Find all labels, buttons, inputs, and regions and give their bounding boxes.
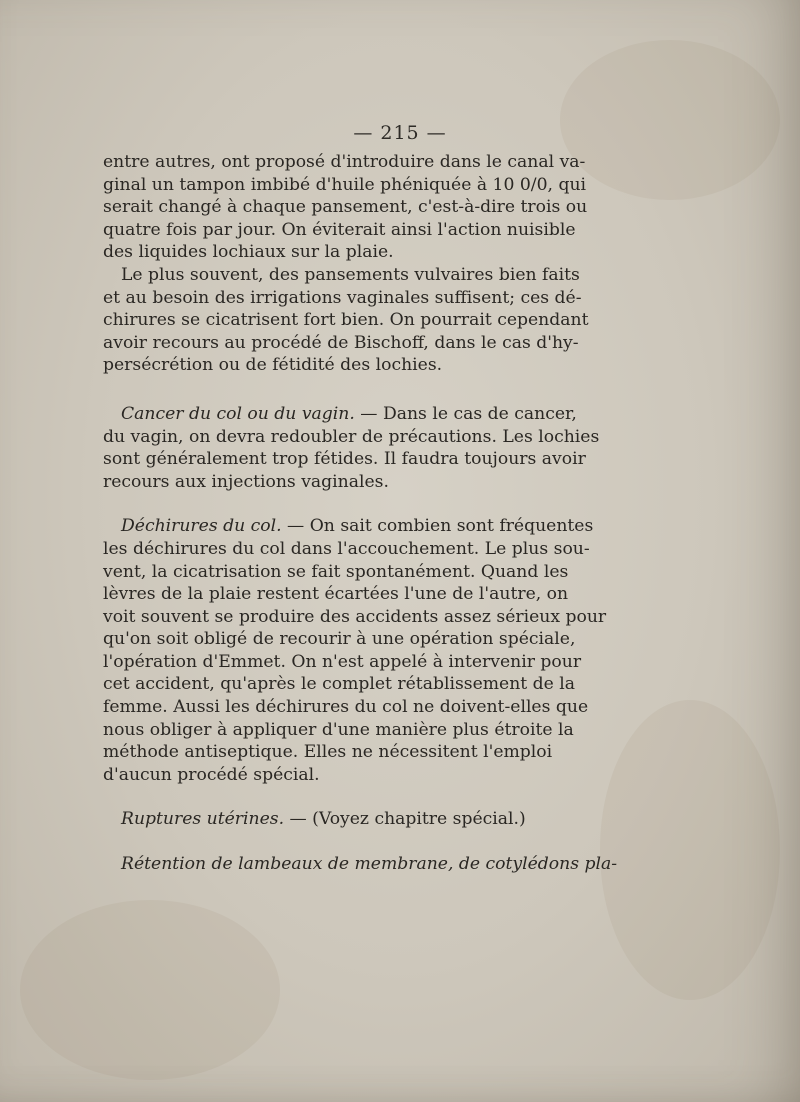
text-line: entre autres, ont proposé d'introduire dans le canal va- <box>103 152 586 172</box>
text-line: Le plus souvent, des pansements vulvaires bien faits <box>121 264 580 285</box>
body-text <box>103 151 618 876</box>
text-line: persécrétion ou de fétidité des lochies. <box>103 355 443 376</box>
section-ruptures <box>103 808 531 831</box>
text-line: d'aucun procédé spécial. <box>103 764 320 785</box>
section-first-line <box>103 403 577 426</box>
paper-stain <box>600 700 780 1000</box>
section-heading: Déchirures du col. <box>121 516 282 537</box>
text-line: des liquides lochiaux sur la plaie. <box>103 242 394 263</box>
section-first-line-text: — (Voyez chapitre spécial.) <box>284 809 526 830</box>
text-line: du vagin, on devra redoubler de précautions. Les lochies <box>103 426 600 447</box>
paragraph-gap <box>103 831 531 853</box>
text-line: sont généralement trop fétides. Il faudra toujours avoir <box>103 449 586 470</box>
section-retention <box>103 853 618 876</box>
section-first-line-text: — On sait combien sont fréquentes <box>281 516 594 537</box>
paragraph-gap <box>103 493 531 515</box>
text-line: avoir recours au procédé de Bischoff, dans le cas d'hy- <box>103 332 579 353</box>
text-line: et au besoin des irrigations vaginales suffisent; ces dé- <box>103 287 582 308</box>
text-line: vent, la cicatrisation se fait spontanément. Quand les <box>103 561 569 582</box>
section-heading: Cancer du col ou du vagin. <box>121 403 355 424</box>
text-line: les déchirures du col dans l'accouchement. Le plus sou- <box>103 538 590 559</box>
paragraph <box>103 151 588 264</box>
text-line: lèvres de la plaie restent écartées l'une de l'autre, on <box>103 584 569 605</box>
text-line: femme. Aussi les déchirures du col ne doivent-elles que <box>103 697 589 718</box>
paper-stain <box>20 900 280 1080</box>
text-line: cet accident, qu'après le complet rétablissement de la <box>103 674 576 695</box>
paragraph-gap <box>103 786 531 808</box>
paragraph-gap <box>103 377 531 403</box>
section-cancer <box>103 403 600 493</box>
text-line: qu'on soit obligé de recourir à une opération spéciale, <box>103 629 576 650</box>
section-first-line <box>103 853 618 876</box>
paragraph <box>103 264 589 377</box>
section-heading: Ruptures utérines. <box>121 809 285 830</box>
text-line: l'opération d'Emmet. On n'est appelé à intervenir pour <box>103 651 582 672</box>
text-line: méthode antiseptique. Elles ne nécessitent l'emploi <box>103 742 553 763</box>
page-number: — 215 — <box>353 122 447 144</box>
text-line: chirures se cicatrisent fort bien. On pourrait cependant <box>103 310 589 331</box>
text-line: recours aux injections vaginales. <box>103 471 389 492</box>
section-first-line-text: — Dans le cas de cancer, <box>354 403 577 424</box>
section-first-line <box>103 808 531 831</box>
text-line: serait changé à chaque pansement, c'est-à-dire trois ou <box>103 197 588 218</box>
text-line: ginal un tampon imbibé d'huile phéniquée à 10 0/0, qui <box>103 174 587 195</box>
text-line: voit souvent se produire des accidents assez sérieux pour <box>103 606 607 627</box>
section-heading: Rétention de lambeaux de membrane, de cotylédons pla- <box>121 854 618 875</box>
section-dechirures <box>103 515 607 786</box>
text-line: nous obliger à appliquer d'une manière plus étroite la <box>103 719 574 740</box>
section-first-line <box>103 515 594 538</box>
text-line: quatre fois par jour. On éviterait ainsi l'action nuisible <box>103 219 576 240</box>
paper-stain <box>560 40 780 200</box>
